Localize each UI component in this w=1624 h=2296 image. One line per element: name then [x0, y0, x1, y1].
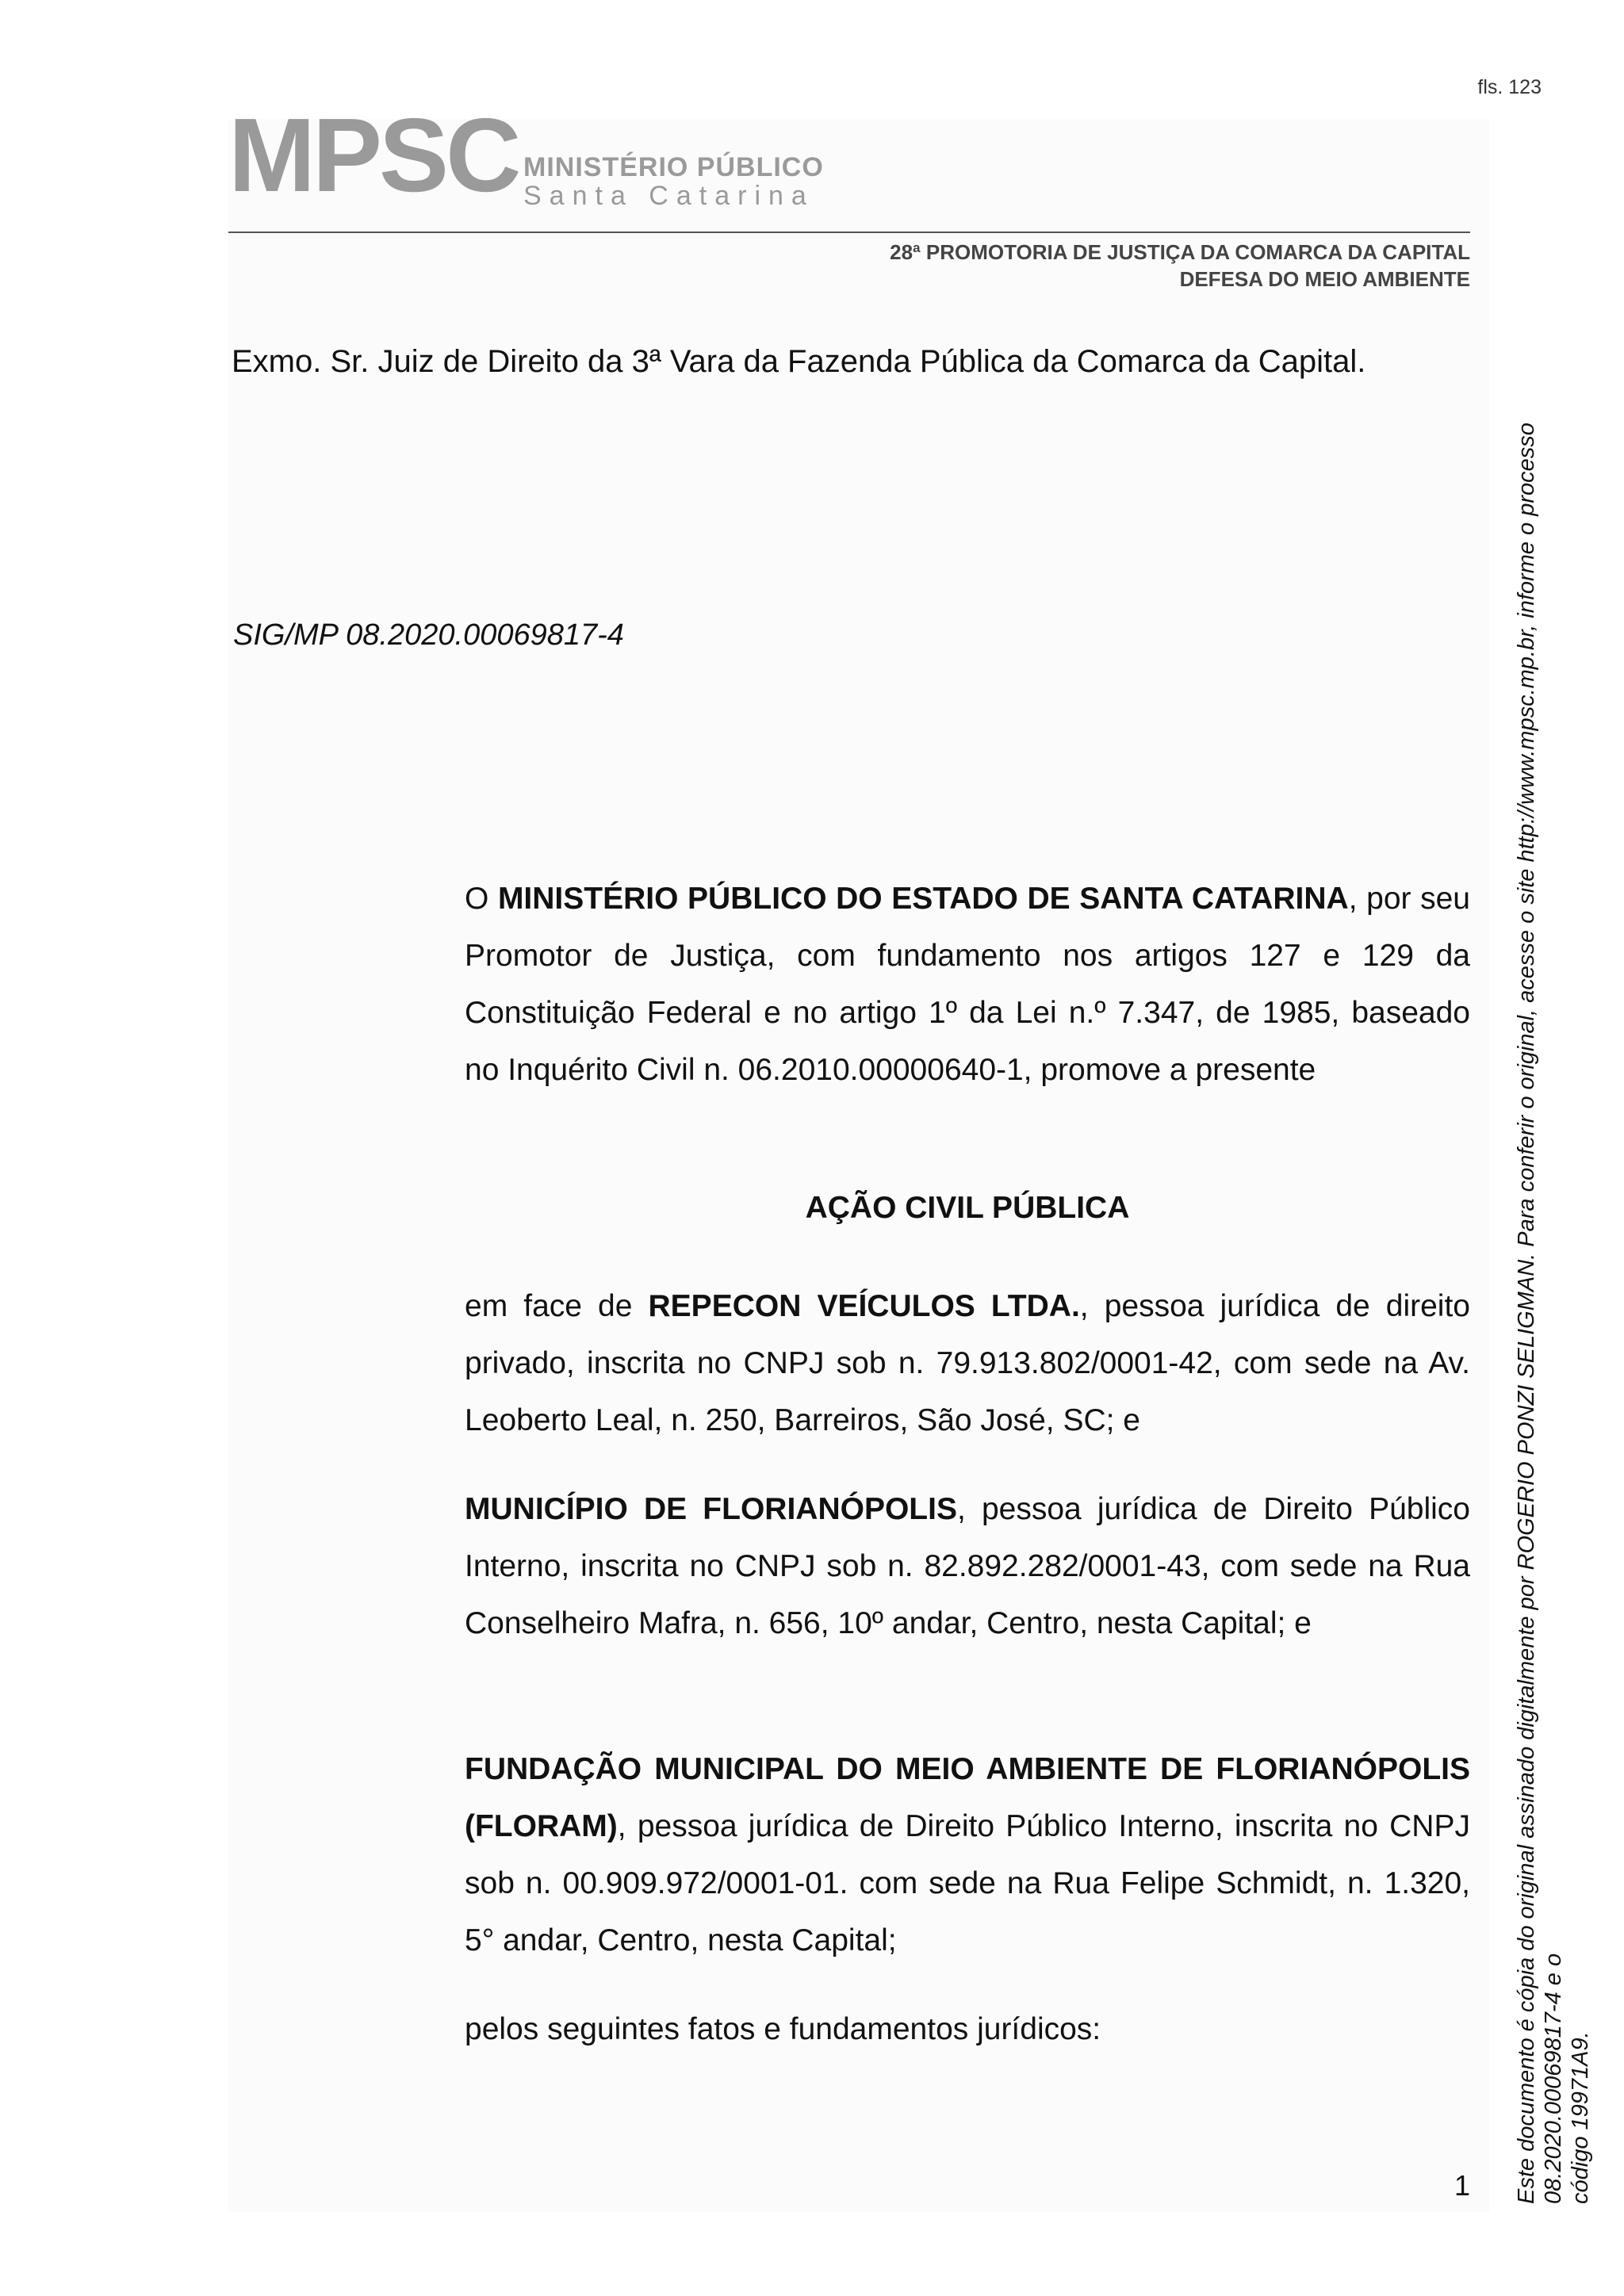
defendant-3-name: FUNDAÇÃO MUNICIPAL DO MEIO AMBIENTE DE FLORIANÓPOLIS (FLORAM) [465, 1752, 1470, 1843]
reference-number: SIG/MP 08.2020.00069817-4 [233, 618, 624, 652]
closing-paragraph: pelos seguintes fatos e fundamentos jurídicos: [465, 2012, 1101, 2046]
defendant-2-name: MUNICÍPIO DE FLORIANÓPOLIS [465, 1492, 957, 1526]
intro-paragraph [465, 871, 1470, 1099]
logo-line-1: MINISTÉRIO PÚBLICO [523, 152, 824, 182]
defendant-1-text: , pessoa jurídica de direito privado, inscrita no CNPJ sob n. 79.913.802/0001-42, com sede na Av. Leoberto Leal, n. 250, Barreiros, São José, SC; e [465, 1289, 1471, 1437]
defendant-1-name: REPECON VEÍCULOS LTDA. [648, 1289, 1080, 1323]
intro-prefix: O [465, 882, 498, 916]
action-title: AÇÃO CIVIL PÚBLICA [805, 1191, 1130, 1225]
logo-line-2: Santa Catarina [523, 180, 814, 211]
department-heading [890, 239, 1470, 293]
defendant-2-paragraph [465, 1481, 1470, 1652]
intro-text: , por seu Promotor de Justiça, com fundamento nos artigos 127 e 129 da Constituição Federal e no artigo 1º da Lei n.º 7.347, de 1985, baseado no Inquérito Civil n. 06.2010.00000640-1, promove a presente [465, 882, 1470, 1087]
page-number: 1 [1454, 2169, 1470, 2202]
side-note-line-1: Este documento é cópia do original assinado digitalmente por ROGERIO PONZI SELIGMAN. Para conferir o original, acesse o site http://www.mpsc.mp.br, informe o processo 08.2020.00069817-4 e o [1514, 423, 1566, 2204]
defendant-3-paragraph [465, 1741, 1470, 1969]
department-line-1: 28ª PROMOTORIA DE JUSTIÇA DA COMARCA DA CAPITAL [890, 240, 1470, 264]
addressee: Exmo. Sr. Juiz de Direito da 3ª Vara da Fazenda Pública da Comarca da Capital. [232, 344, 1366, 379]
department-line-2: DEFESA DO MEIO AMBIENTE [1179, 266, 1470, 291]
defendant-2-text: , pessoa jurídica de Direito Público Interno, inscrita no CNPJ sob n. 82.892.282/0001-43, com sede na Rua Conselheiro Mafra, n. 656, 10º andar, Centro, nesta Capital; e [465, 1492, 1470, 1640]
defendant-3-text: , pessoa jurídica de Direito Público Interno, inscrita no CNPJ sob n. 00.909.972/0001-01. com sede na Rua Felipe Schmidt, n. 1.320, 5° andar, Centro, nesta Capital; [465, 1809, 1470, 1957]
digital-signature-note [1513, 238, 1594, 2204]
side-note-line-2: código 19971A9. [1568, 2031, 1593, 2204]
defendant-1-prefix: em face de [465, 1289, 649, 1323]
logo-text [523, 154, 824, 210]
header-divider [228, 232, 1470, 233]
logo-mark: MPSC [228, 97, 519, 213]
defendant-1-paragraph [465, 1278, 1470, 1449]
page-marker: fls. 123 [1477, 76, 1542, 98]
institution-name: MINISTÉRIO PÚBLICO DO ESTADO DE SANTA CATARINA [497, 882, 1349, 916]
mpsc-logo [228, 94, 863, 212]
